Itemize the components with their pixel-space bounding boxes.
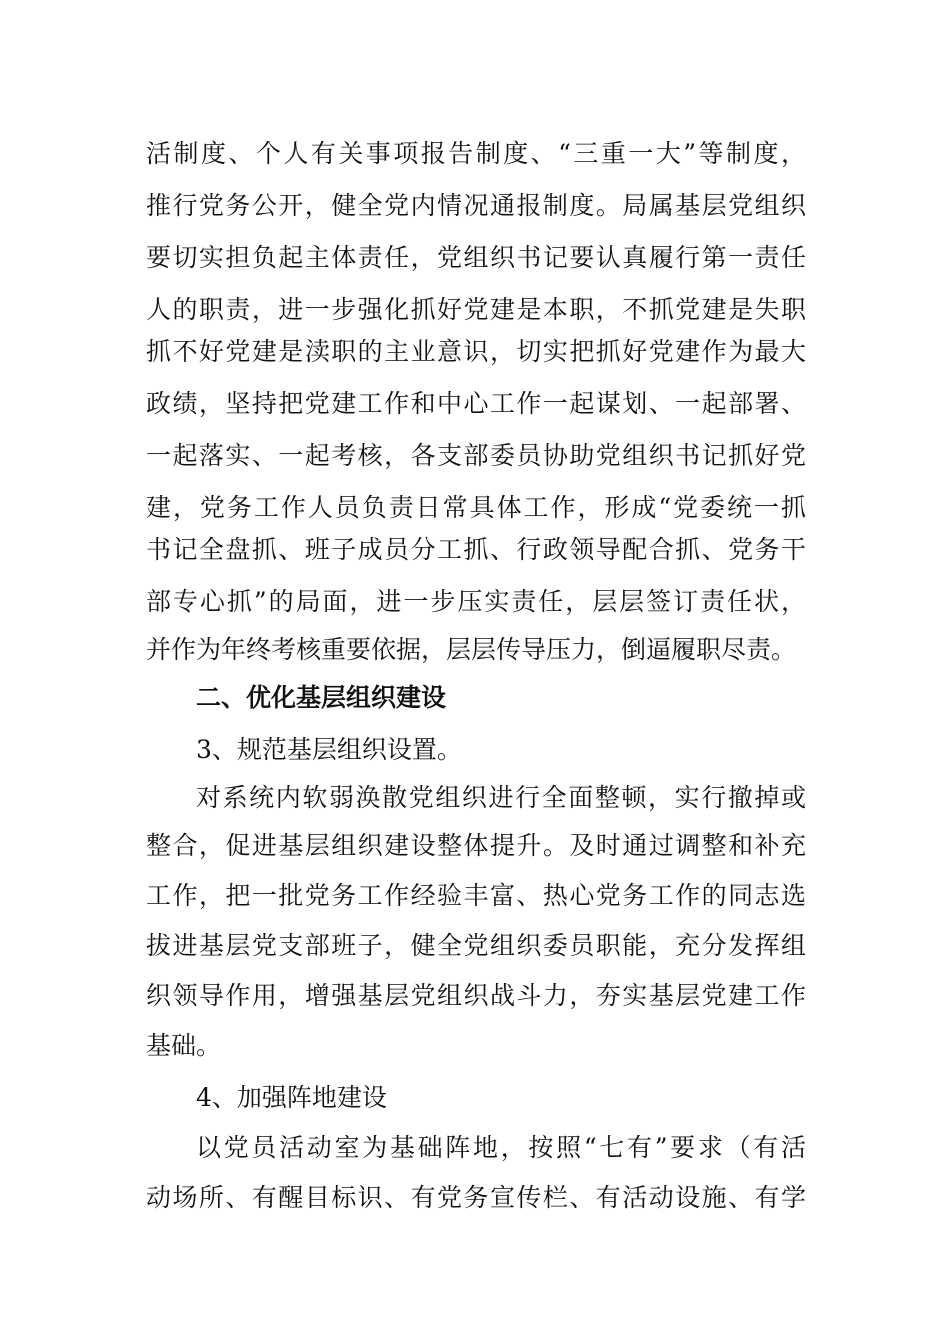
paragraph-line: 整合，促进基层组织建设整体提升。及时通过调整和补充 (146, 831, 806, 860)
paragraph-line: 并作为年终考核重要依据，层层传导压力，倒逼履职尽责。 (146, 635, 797, 664)
subsection-heading: 3、规范基层组织设置。 (196, 735, 462, 764)
paragraph-line: 推行党务公开，健全党内情况通报制度。局属基层党组织 (146, 191, 806, 220)
subsection-heading: 4、加强阵地建设 (196, 1083, 387, 1112)
paragraph-line: 部专心抓”的局面，进一步压实责任，层层签订责任状， (146, 587, 806, 616)
paragraph-line: 政绩，坚持把党建工作和中心工作一起谋划、一起部署、 (146, 389, 806, 418)
paragraph-line: 以党员活动室为基础阵地，按照“七有”要求（有活 (196, 1133, 806, 1162)
paragraph-line: 建，党务工作人员负责日常具体工作，形成“党委统一抓 (146, 493, 806, 522)
paragraph-line: 一起落实、一起考核，各支部委员协助党组织书记抓好党 (146, 441, 806, 470)
paragraph-line: 抓不好党建是渎职的主业意识，切实把抓好党建作为最大 (146, 337, 806, 366)
paragraph-line: 基础。 (146, 1031, 222, 1060)
paragraph-line: 工作，把一批党务工作经验丰富、热心党务工作的同志选 (146, 881, 806, 910)
paragraph-line: 活制度、个人有关事项报告制度、“三重一大”等制度， (146, 139, 806, 168)
paragraph-line: 拔进基层党支部班子，健全党组织委员职能，充分发挥组 (146, 931, 806, 960)
paragraph-line: 对系统内软弱涣散党组织进行全面整顿，实行撤掉或 (196, 783, 806, 812)
paragraph-line: 要切实担负起主体责任，党组织书记要认真履行第一责任 (146, 243, 806, 272)
paragraph-line: 织领导作用，增强基层党组织战斗力，夯实基层党建工作 (146, 981, 806, 1010)
paragraph-line: 动场所、有醒目标识、有党务宣传栏、有活动设施、有学 (146, 1183, 806, 1212)
paragraph-line: 人的职责，进一步强化抓好党建是本职，不抓党建是失职 (146, 295, 806, 324)
section-heading: 二、优化基层组织建设 (196, 683, 447, 712)
paragraph-line: 书记全盘抓、班子成员分工抓、行政领导配合抓、党务干 (146, 535, 806, 564)
